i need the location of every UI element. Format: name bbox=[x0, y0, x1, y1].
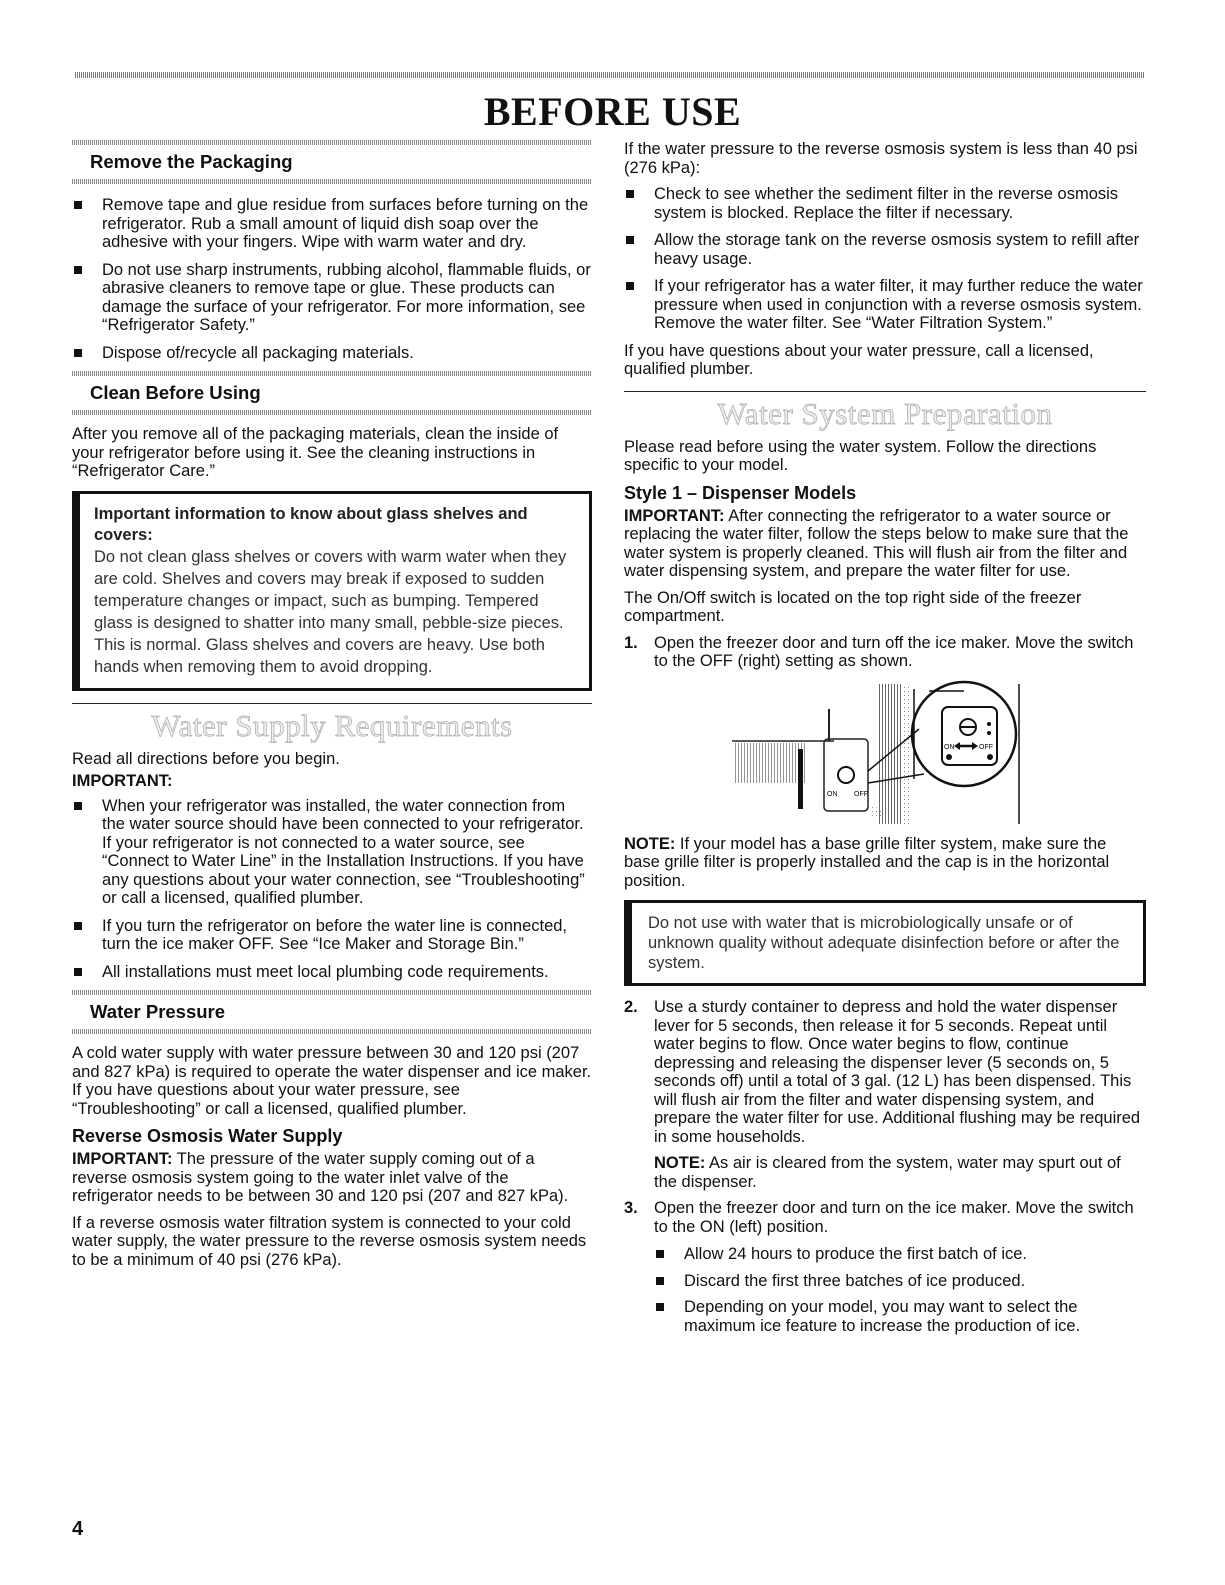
ice-maker-switch-diagram bbox=[624, 679, 1146, 829]
glass-notice-text: Do not clean glass shelves or covers with warm water when they are cold. Shelves and covers may break if exposed to sudden temperature changes or impact, such as bumping. Tempered glass is designed to shatter into many small, pebble-size pieces. This is normal. Glass shelves and covers are heavy. Use both hands when removing them to avoid dropping. bbox=[94, 547, 567, 676]
steps-list-1 bbox=[624, 634, 1146, 671]
section-hatch-rule bbox=[72, 140, 592, 145]
list-item: Depending on your model, you may want to select the maximum ice feature to increase the production of ice. bbox=[654, 1298, 1146, 1335]
important-text: The pressure of the water supply coming out of a reverse osmosis system going to the water inlet valve of the refrigerator needs to be between 30 and 120 psi (207 and 827 kPa). bbox=[72, 1150, 569, 1205]
page-number: 4 bbox=[72, 1518, 84, 1540]
list-item: Remove tape and glue residue from surfaces before turning on the refrigerator. Rub a small amount of liquid dish soap over the adhesive with your fingers. Wipe with warm water and dry. bbox=[72, 196, 592, 252]
section-divider bbox=[624, 391, 1146, 392]
important-label: IMPORTANT: bbox=[624, 506, 725, 525]
steps-list-2 bbox=[624, 998, 1146, 1335]
list-item: Dispose of/recycle all packaging materials. bbox=[72, 344, 592, 363]
section-hatch-rule bbox=[72, 410, 592, 415]
pressure-intro: If the water pressure to the reverse osmosis system is less than 40 psi (276 kPa): bbox=[624, 140, 1138, 177]
section-hatch-rule bbox=[72, 179, 592, 184]
glass-notice-title: Important information to know about glass shelves and covers: bbox=[94, 504, 528, 544]
important-text: After connecting the refrigerator to a water source or replacing the water filter, follow the steps below to make sure that the water system is properly cleaned. This will flush air from the filter and water dispensing system, and prepare the water filter for use. bbox=[624, 506, 1129, 580]
reverse-osmosis-section bbox=[72, 1126, 592, 1269]
note-label: NOTE: bbox=[624, 834, 676, 853]
water-prep-heading: Water System Preparation bbox=[717, 395, 1053, 431]
water-pressure-heading: Water Pressure bbox=[90, 1001, 226, 1022]
step-2 bbox=[624, 998, 1146, 1191]
glass-shelves-notice bbox=[72, 491, 592, 691]
style1-section bbox=[624, 483, 1146, 1336]
diagram-on-label-zoom: ON bbox=[944, 743, 955, 751]
clean-before-using-text: After you remove all of the packaging materials, clean the inside of your refrigerator before using it. See the cleaning instructions in “Refrigerator Care.” bbox=[72, 425, 559, 480]
list-item: Discard the first three batches of ice produced. bbox=[654, 1272, 1146, 1291]
list-item: All installations must meet local plumbing code requirements. bbox=[72, 963, 592, 982]
step-number: 1. bbox=[624, 633, 638, 652]
remove-packaging-heading: Remove the Packaging bbox=[90, 151, 293, 172]
right-column bbox=[624, 140, 1146, 1343]
diagram-on-label: ON bbox=[827, 790, 838, 798]
left-column bbox=[72, 140, 592, 1277]
reverse-osmosis-heading: Reverse Osmosis Water Supply bbox=[72, 1126, 343, 1146]
step-text: Open the freezer door and turn off the ice maker. Move the switch to the OFF (right) setting as shown. bbox=[654, 633, 1134, 670]
water-prep-section bbox=[624, 396, 1146, 475]
pressure-outro: If you have questions about your water pressure, call a licensed, qualified plumber. bbox=[624, 341, 1094, 378]
section-hatch-rule bbox=[72, 990, 592, 995]
list-item: When your refrigerator was installed, the water connection from the water source should have been connected to your refrigerator. If your refrigerator is not connected to a water source, see “Connect to Water Line” in the Installation Instructions. If you have any questions about your water connection, see “Troubleshooting” or call a licensed, qualified plumber. bbox=[72, 797, 592, 908]
switch-illustration-svg bbox=[624, 679, 1146, 829]
step-1 bbox=[624, 634, 1146, 671]
diagram-off-label-zoom: OFF bbox=[979, 743, 993, 751]
reverse-osmosis-important bbox=[72, 1150, 592, 1206]
reverse-osmosis-text: If a reverse osmosis water filtration system is connected to your cold water supply, the water pressure to the reverse osmosis system needs to be a minimum of 40 psi (276 kPa). bbox=[72, 1213, 587, 1269]
base-grille-note bbox=[624, 835, 1146, 891]
important-label: IMPORTANT: bbox=[72, 1150, 173, 1168]
switch-location-text: The On/Off switch is located on the top right side of the freezer compartment. bbox=[624, 588, 1082, 625]
list-item: Do not use sharp instruments, rubbing alcohol, flammable fluids, or abrasive cleaners to remove tape or glue. These products can damage the surface of your refrigerator. For more information, see “Refrigerator Safety.” bbox=[72, 261, 592, 335]
step-number: 2. bbox=[624, 998, 638, 1016]
step3-list bbox=[654, 1245, 1146, 1335]
list-item: If your refrigerator has a water filter, it may further reduce the water pressure when used in conjunction with a reverse osmosis system. Remove the water filter. See “Water Filtration System.” bbox=[624, 277, 1146, 333]
step-text: Open the freezer door and turn on the ice maker. Move the switch to the ON (left) position. bbox=[654, 1199, 1134, 1236]
water-supply-section bbox=[72, 708, 592, 982]
section-hatch-rule bbox=[72, 371, 592, 376]
clean-before-using-section bbox=[72, 371, 592, 481]
list-item: Check to see whether the sediment filter in the reverse osmosis system is blocked. Replace the filter if necessary. bbox=[624, 185, 1146, 222]
water-supply-important: IMPORTANT: bbox=[72, 772, 173, 790]
step-3 bbox=[624, 1199, 1146, 1335]
top-hatch-rule bbox=[75, 72, 1145, 78]
page-title: BEFORE USE bbox=[483, 89, 742, 134]
water-supply-list bbox=[72, 797, 592, 982]
step2-note bbox=[654, 1154, 1146, 1191]
list-item: If you turn the refrigerator on before the water line is connected, turn the ice maker OFF. See “Ice Maker and Storage Bin.” bbox=[72, 917, 592, 954]
note-label: NOTE: bbox=[654, 1154, 706, 1172]
clean-before-using-heading: Clean Before Using bbox=[90, 382, 261, 403]
pressure-list bbox=[624, 185, 1146, 333]
remove-packaging-list bbox=[72, 196, 592, 362]
step-text: Use a sturdy container to depress and hold the water dispenser lever for 5 seconds, then release it for 5 seconds. Repeat until water begins to flow. Once water begins to flow, continue depressing and releasing the dispenser lever (5 seconds on, 5 seconds off) until a total of 3 gal. (12 L) has been dispensed. This will flush air from the filter and water dispensing system, and prepare the water filter for use. Additional flushing may be required in some households. bbox=[654, 998, 1141, 1146]
note-text: As air is cleared from the system, water may spurt out of the dispenser. bbox=[654, 1154, 1121, 1191]
water-safety-warning bbox=[624, 900, 1146, 986]
note-text: If your model has a base grille filter system, make sure the base grille filter is properly installed and the cap is in the horizontal position. bbox=[624, 834, 1110, 890]
style1-heading: Style 1 – Dispenser Models bbox=[624, 482, 857, 503]
step-number: 3. bbox=[624, 1199, 638, 1217]
warning-text: Do not use with water that is microbiologically unsafe or of unknown quality without adequate disinfection before or after the system. bbox=[648, 914, 1120, 972]
section-hatch-rule bbox=[72, 1029, 592, 1034]
list-item: Allow the storage tank on the reverse osmosis system to refill after heavy usage. bbox=[624, 231, 1146, 268]
water-prep-intro: Please read before using the water system. Follow the directions specific to your model. bbox=[624, 437, 1097, 474]
list-item: Allow 24 hours to produce the first batch of ice. bbox=[654, 1245, 1146, 1264]
diagram-off-label: OFF bbox=[854, 790, 868, 798]
water-pressure-section bbox=[72, 990, 592, 1118]
water-supply-heading: Water Supply Requirements bbox=[151, 707, 513, 743]
remove-packaging-section bbox=[72, 140, 592, 362]
style1-important bbox=[624, 507, 1146, 581]
water-pressure-text: A cold water supply with water pressure between 30 and 120 psi (207 and 827 kPa) is required to operate the water dispenser and ice maker. If you have questions about your water pressure, see “Troubleshooting” or call a licensed, qualified plumber. bbox=[72, 1044, 592, 1118]
water-supply-intro: Read all directions before you begin. bbox=[72, 749, 340, 768]
section-divider bbox=[72, 703, 592, 704]
